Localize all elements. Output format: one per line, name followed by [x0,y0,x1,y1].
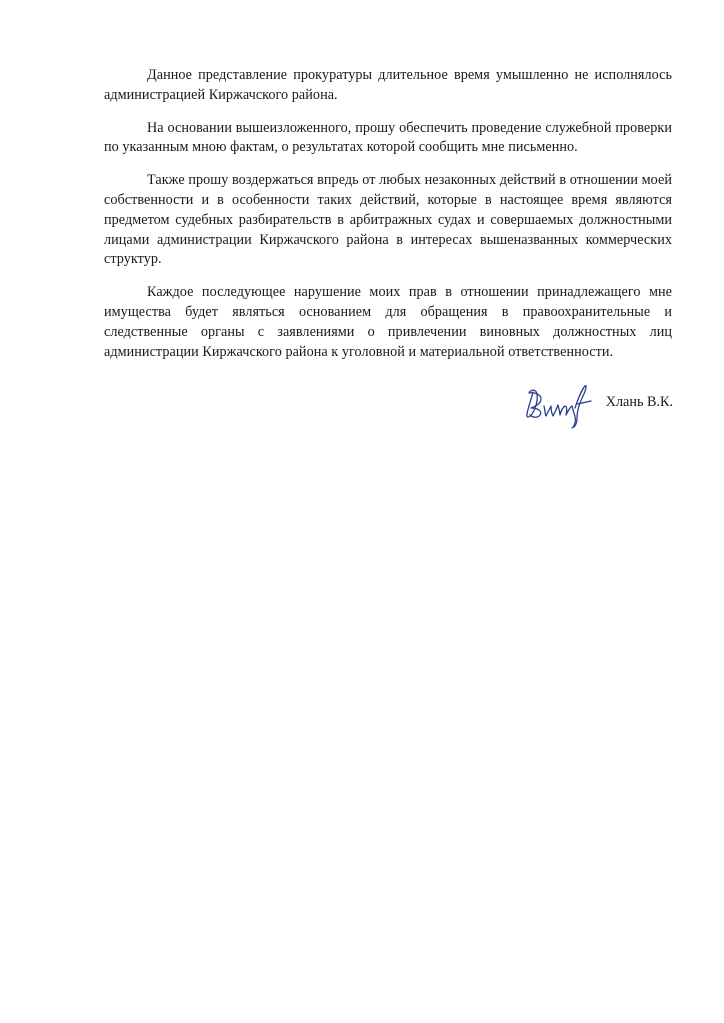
handwritten-signature [519,378,603,430]
letter-body [104,66,672,375]
paragraph-request-inspection: На основании вышеизложенного, прошу обеспечить проведение служебной проверки по указанным мною фактам, о результатах которой сообщить мне письменно. [104,119,672,156]
paragraph-warning: Каждое последующее нарушение моих прав в отношении принадлежащего мне имущества будет являться основанием для обращения в правоохранительные и следственные органы с заявлениями о привлечении виновных должностных лиц администрации Киржачского района к уголовной и материальной ответственности. [104,284,672,360]
paragraph-request-refrain: Также прошу воздержаться впредь от любых незаконных действий в отношении моей собственности и в особенности таких действий, которые в настоящее время являются предметом судебных разбирательств в арбитражных судах и совершаемых должностными лицами администрации Киржачского района в интересах вышеназванных коммерческих структур. [104,172,672,268]
paragraph-prosecutor-representation: Данное представление прокуратуры длительное время умышленно не исполнялось администрацией Киржачского района. [104,67,672,103]
signature-block [515,378,675,434]
signer-name: Хлань В.К. [605,394,673,410]
